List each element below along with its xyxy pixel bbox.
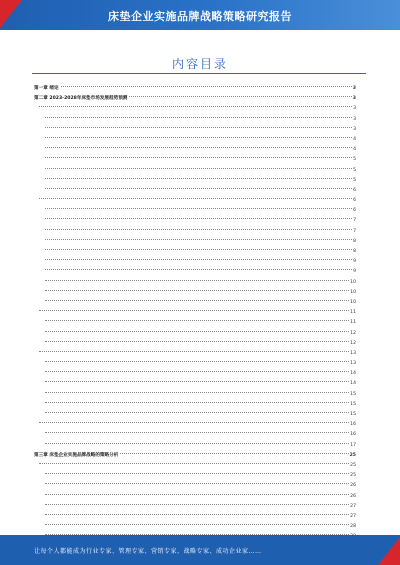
dot-leader: [39, 351, 349, 352]
dot-leader: [45, 473, 349, 474]
dot-leader: [45, 514, 349, 515]
dot-leader: [45, 280, 349, 281]
toc-entry[interactable]: [34, 369, 356, 379]
toc-entry-page: 25: [349, 452, 356, 458]
toc-entry-page: 3: [353, 106, 356, 112]
toc-entry[interactable]: [34, 400, 356, 410]
toc-entry[interactable]: [34, 237, 356, 247]
toc-entry-page: 27: [350, 503, 356, 509]
dot-leader: [61, 86, 352, 87]
toc-entry[interactable]: [34, 196, 356, 206]
dot-leader: [45, 371, 349, 372]
toc-entry-page: 12: [350, 340, 356, 346]
toc-entry[interactable]: [34, 176, 356, 186]
toc-entry-label: 第三章 床垫企业实施品牌战略的策略分析: [34, 452, 119, 458]
toc-entry[interactable]: [34, 298, 356, 308]
toc-entry-page: 28: [350, 524, 356, 530]
dot-leader: [120, 453, 348, 454]
dot-leader: [45, 483, 349, 484]
toc-entry[interactable]: [34, 278, 356, 288]
toc-entry-page: 11: [350, 320, 356, 326]
toc-entry-page: 7: [353, 228, 356, 234]
header-band: [0, 0, 400, 30]
toc-entry-page: 6: [353, 198, 356, 204]
toc-entry-page: 8: [353, 249, 356, 254]
dot-leader: [39, 463, 349, 464]
dot-leader: [39, 422, 349, 423]
toc-entry[interactable]: [34, 206, 356, 216]
toc-entry-page: 5: [353, 177, 356, 183]
dot-leader: [45, 269, 352, 270]
dot-leader: [45, 320, 349, 321]
dot-leader: [45, 392, 349, 393]
footer-slogan: 让每个人都能成为行业专家、管理专家、营销专家、战略专家、成功企业家……: [34, 548, 262, 555]
toc-entry-page: 17: [350, 442, 356, 448]
dot-leader: [45, 504, 349, 505]
dot-leader: [45, 229, 352, 230]
toc-entry[interactable]: [34, 94, 356, 104]
toc-entry-page: 10: [350, 279, 356, 285]
toc-entry[interactable]: [34, 522, 356, 532]
dot-leader: [45, 168, 352, 169]
toc-entry[interactable]: [34, 155, 356, 165]
toc-entry[interactable]: [34, 329, 356, 339]
toc-entry-page: 25: [350, 462, 356, 468]
toc-entry[interactable]: [34, 339, 356, 349]
footer-band: [0, 535, 400, 565]
dot-leader: [129, 96, 351, 97]
dot-leader: [45, 208, 352, 209]
toc-entry[interactable]: [34, 451, 356, 461]
toc-entry[interactable]: [34, 359, 356, 369]
dot-leader: [45, 147, 352, 148]
toc-entry[interactable]: [34, 481, 356, 491]
dot-leader: [45, 239, 352, 240]
toc-entry-page: 4: [353, 136, 356, 142]
dot-leader: [45, 259, 352, 260]
toc-entry[interactable]: [34, 492, 356, 502]
dot-leader: [45, 494, 349, 495]
dot-leader: [45, 127, 352, 128]
toc-entry[interactable]: [34, 318, 356, 328]
dot-leader: [45, 137, 352, 138]
table-of-contents: [34, 84, 356, 563]
toc-entry[interactable]: [34, 502, 356, 512]
toc-entry[interactable]: [34, 430, 356, 440]
toc-entry-page: 11: [350, 310, 356, 316]
toc-entry-page: 26: [350, 483, 356, 489]
dot-leader: [45, 218, 352, 219]
toc-entry-page: 15: [350, 401, 356, 407]
toc-entry-page: 6: [353, 208, 356, 214]
dot-leader: [39, 198, 352, 199]
toc-entry-page: 9: [353, 259, 356, 265]
dot-leader: [45, 341, 349, 342]
toc-entry-page: 15: [350, 412, 356, 417]
toc-entry-page: 10: [350, 289, 356, 295]
dot-leader: [45, 178, 352, 179]
dot-leader: [45, 300, 349, 301]
toc-entry-label: 第一章 绪论: [34, 86, 59, 91]
toc-entry-page: 14: [350, 381, 356, 387]
toc-entry[interactable]: [34, 512, 356, 522]
dot-leader: [45, 290, 349, 291]
toc-entry[interactable]: [34, 216, 356, 226]
toc-entry[interactable]: [34, 390, 356, 400]
toc-entry-page: 4: [353, 147, 356, 153]
toc-entry[interactable]: [34, 84, 356, 94]
toc-entry-page: 5: [353, 157, 356, 163]
toc-entry-page: 3: [353, 116, 356, 122]
toc-entry[interactable]: [34, 186, 356, 196]
toc-entry-page: 13: [350, 350, 356, 356]
dot-leader: [45, 412, 349, 413]
toc-entry[interactable]: [34, 420, 356, 430]
toc-entry-page: 26: [350, 493, 356, 499]
heading-divider: [32, 73, 366, 74]
toc-entry[interactable]: [34, 308, 356, 318]
toc-entry-page: 8: [353, 238, 356, 244]
toc-entry[interactable]: [34, 267, 356, 277]
toc-heading: 内容目录: [171, 57, 228, 71]
toc-entry-page: 27: [350, 513, 356, 519]
toc-entry-page: 25: [350, 473, 356, 479]
toc-entry[interactable]: [34, 257, 356, 267]
dot-leader: [45, 117, 352, 118]
toc-entry-page: 13: [350, 361, 356, 367]
toc-entry-page: 9: [353, 269, 356, 275]
toc-entry[interactable]: [34, 115, 356, 125]
dot-leader: [39, 106, 352, 107]
toc-entry[interactable]: [34, 166, 356, 176]
toc-entry-page: 16: [350, 422, 356, 428]
toc-entry-page: 14: [350, 371, 356, 377]
toc-entry[interactable]: [34, 441, 356, 451]
toc-entry[interactable]: [34, 379, 356, 389]
dot-leader: [45, 443, 349, 444]
red-corner-decoration: [0, 0, 22, 28]
toc-entry[interactable]: [34, 471, 356, 481]
dot-leader: [45, 331, 349, 332]
toc-entry-page: 10: [350, 299, 356, 305]
toc-entry[interactable]: [34, 410, 356, 420]
red-corner-decoration-bottom: [378, 537, 400, 565]
toc-entry[interactable]: [34, 247, 356, 257]
toc-entry-page: 3: [353, 126, 356, 132]
dot-leader: [45, 188, 352, 189]
toc-entry[interactable]: [34, 288, 356, 298]
dot-leader: [45, 249, 352, 250]
toc-entry[interactable]: [34, 135, 356, 145]
toc-entry-label: 第二章 2023-2028年床垫市场发展趋势预测: [34, 96, 128, 102]
toc-entry-page: 16: [350, 432, 356, 438]
toc-entry[interactable]: [34, 125, 356, 135]
toc-entry[interactable]: [34, 145, 356, 155]
dot-leader: [39, 310, 349, 311]
dot-leader: [45, 402, 349, 403]
dot-leader: [45, 432, 349, 433]
dot-leader: [45, 524, 349, 525]
toc-entry-page: 6: [353, 187, 356, 193]
toc-entry-page: 5: [353, 167, 356, 173]
dot-leader: [45, 361, 349, 362]
dot-leader: [45, 157, 352, 158]
toc-entry-page: 3: [352, 86, 356, 91]
dot-leader: [45, 381, 349, 382]
toc-entry[interactable]: [34, 461, 356, 471]
toc-entry[interactable]: [34, 349, 356, 359]
toc-entry-page: 3: [352, 96, 356, 102]
toc-entry[interactable]: [34, 227, 356, 237]
toc-entry-page: 15: [350, 391, 356, 397]
toc-entry-page: 12: [350, 330, 356, 336]
toc-entry-page: 7: [353, 218, 356, 224]
toc-entry[interactable]: [34, 104, 356, 114]
report-title: 床垫企业实施品牌战略策略研究报告: [108, 10, 292, 23]
